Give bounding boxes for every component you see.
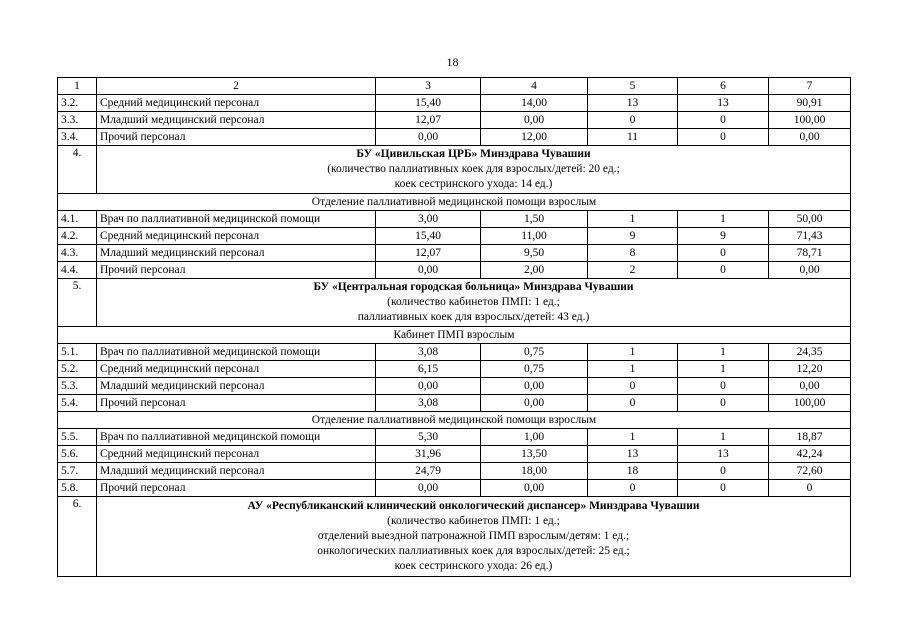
staff-category-cell: Средний медицинский персонал bbox=[97, 446, 376, 463]
value-cell: 9 bbox=[678, 228, 769, 245]
value-cell: 1,00 bbox=[481, 429, 588, 446]
value-cell: 14,00 bbox=[481, 95, 588, 112]
staff-category-cell: Средний медицинский персонал bbox=[97, 228, 376, 245]
row-number-cell: 5.2. bbox=[58, 361, 97, 378]
value-cell: 0 bbox=[678, 395, 769, 412]
value-cell: 0,00 bbox=[769, 129, 851, 146]
row-number-cell: 5.3. bbox=[58, 378, 97, 395]
value-cell: 1 bbox=[678, 344, 769, 361]
value-cell: 1 bbox=[678, 211, 769, 228]
staff-category-cell: Младший медицинский персонал bbox=[97, 245, 376, 262]
staff-category-cell: Прочий персонал bbox=[97, 480, 376, 497]
page-number: 18 bbox=[446, 55, 459, 69]
staff-category-cell: Средний медицинский персонал bbox=[97, 95, 376, 112]
value-cell: 0,00 bbox=[376, 480, 481, 497]
value-cell: 0 bbox=[678, 262, 769, 279]
section-row bbox=[58, 327, 851, 344]
header-cell: 4 bbox=[481, 78, 588, 95]
value-cell: 31,96 bbox=[376, 446, 481, 463]
row-number-cell: 4.1. bbox=[58, 211, 97, 228]
value-cell: 1 bbox=[588, 344, 678, 361]
value-cell: 100,00 bbox=[769, 395, 851, 412]
value-cell: 0,00 bbox=[481, 395, 588, 412]
value-cell: 24,79 bbox=[376, 463, 481, 480]
value-cell: 0 bbox=[769, 480, 851, 497]
table-row bbox=[58, 211, 851, 228]
table-row bbox=[58, 480, 851, 497]
value-cell: 0,00 bbox=[376, 378, 481, 395]
row-number-cell: 5.8. bbox=[58, 480, 97, 497]
value-cell: 71,43 bbox=[769, 228, 851, 245]
section-row bbox=[58, 194, 851, 211]
staff-category-cell: Врач по паллиативной медицинской помощи bbox=[97, 211, 376, 228]
value-cell: 18,00 bbox=[481, 463, 588, 480]
value-cell: 13 bbox=[588, 95, 678, 112]
header-cell: 7 bbox=[769, 78, 851, 95]
row-number-cell: 5.4. bbox=[58, 395, 97, 412]
value-cell: 5,30 bbox=[376, 429, 481, 446]
value-cell: 0,00 bbox=[481, 112, 588, 129]
value-cell: 0 bbox=[588, 480, 678, 497]
row-number-cell: 3.4. bbox=[58, 129, 97, 146]
header-cell: 1 bbox=[58, 78, 97, 95]
value-cell: 15,40 bbox=[376, 95, 481, 112]
staff-category-cell: Прочий персонал bbox=[97, 262, 376, 279]
value-cell: 12,20 bbox=[769, 361, 851, 378]
staff-category-cell: Младший медицинский персонал bbox=[97, 378, 376, 395]
value-cell: 13 bbox=[588, 446, 678, 463]
value-cell: 18 bbox=[588, 463, 678, 480]
table-row bbox=[58, 463, 851, 480]
header-cell: 6 bbox=[678, 78, 769, 95]
value-cell: 0 bbox=[678, 480, 769, 497]
staff-category-cell: Врач по паллиативной медицинской помощи bbox=[97, 429, 376, 446]
organization-number: 5. bbox=[58, 279, 97, 327]
table-row bbox=[58, 129, 851, 146]
value-cell: 90,91 bbox=[769, 95, 851, 112]
value-cell: 11,00 bbox=[481, 228, 588, 245]
value-cell: 6,15 bbox=[376, 361, 481, 378]
value-cell: 0,00 bbox=[481, 378, 588, 395]
value-cell: 1 bbox=[588, 429, 678, 446]
table-row bbox=[58, 228, 851, 245]
organization-block bbox=[97, 279, 851, 327]
table-row bbox=[58, 378, 851, 395]
column-number-row bbox=[58, 78, 851, 95]
value-cell: 1 bbox=[588, 361, 678, 378]
value-cell: 18,87 bbox=[769, 429, 851, 446]
value-cell: 1,50 bbox=[481, 211, 588, 228]
row-number-cell: 5.1. bbox=[58, 344, 97, 361]
value-cell: 24,35 bbox=[769, 344, 851, 361]
row-number-cell: 5.7. bbox=[58, 463, 97, 480]
staff-category-cell: Средний медицинский персонал bbox=[97, 361, 376, 378]
value-cell: 12,00 bbox=[481, 129, 588, 146]
header-cell: 5 bbox=[588, 78, 678, 95]
organization-detail-line: (количество паллиативных коек для взрослых/детей: 20 ед.; bbox=[327, 163, 620, 175]
organization-row bbox=[58, 279, 851, 327]
value-cell: 1 bbox=[678, 429, 769, 446]
value-cell: 0 bbox=[678, 378, 769, 395]
value-cell: 1 bbox=[588, 211, 678, 228]
value-cell: 0 bbox=[678, 112, 769, 129]
value-cell: 0,75 bbox=[481, 344, 588, 361]
organization-detail-line: (количество кабинетов ПМП: 1 ед.; bbox=[387, 296, 560, 308]
staff-category-cell: Прочий персонал bbox=[97, 129, 376, 146]
organization-name: БУ «Цивильская ЦРБ» Минздрава Чувашии bbox=[356, 148, 591, 160]
value-cell: 72,60 bbox=[769, 463, 851, 480]
table-body bbox=[58, 78, 851, 577]
value-cell: 0,00 bbox=[376, 262, 481, 279]
organization-detail-line: паллиативных коек для взрослых/детей: 43 ед.) bbox=[357, 311, 590, 323]
value-cell: 13 bbox=[678, 95, 769, 112]
value-cell: 15,40 bbox=[376, 228, 481, 245]
row-number-cell: 4.2. bbox=[58, 228, 97, 245]
table-row bbox=[58, 245, 851, 262]
organization-block bbox=[97, 146, 851, 194]
value-cell: 13 bbox=[678, 446, 769, 463]
value-cell: 100,00 bbox=[769, 112, 851, 129]
table-row bbox=[58, 361, 851, 378]
staff-category-cell: Врач по паллиативной медицинской помощи bbox=[97, 344, 376, 361]
table-row bbox=[58, 429, 851, 446]
section-row bbox=[58, 412, 851, 429]
organization-block bbox=[97, 497, 851, 577]
table-row bbox=[58, 262, 851, 279]
value-cell: 1 bbox=[678, 361, 769, 378]
value-cell: 0,00 bbox=[481, 480, 588, 497]
value-cell: 42,24 bbox=[769, 446, 851, 463]
value-cell: 78,71 bbox=[769, 245, 851, 262]
table-row bbox=[58, 395, 851, 412]
organization-detail-line: коек сестринского ухода: 26 ед.) bbox=[394, 560, 553, 572]
organization-detail-line: онкологических паллиативных коек для взрослых/детей: 25 ед.; bbox=[317, 545, 630, 557]
staff-category-cell: Младший медицинский персонал bbox=[97, 112, 376, 129]
value-cell: 8 bbox=[588, 245, 678, 262]
value-cell: 50,00 bbox=[769, 211, 851, 228]
row-number-cell: 3.3. bbox=[58, 112, 97, 129]
header-cell: 3 bbox=[376, 78, 481, 95]
value-cell: 0,00 bbox=[376, 129, 481, 146]
header-cell: 2 bbox=[97, 78, 376, 95]
organization-detail-line: коек сестринского ухода: 14 ед.) bbox=[394, 178, 553, 190]
staffing-table bbox=[57, 77, 851, 577]
organization-detail-line: отделений выездной патронажной ПМП взрослым/детям: 1 ед.; bbox=[317, 530, 630, 542]
row-number-cell: 4.4. bbox=[58, 262, 97, 279]
value-cell: 0 bbox=[588, 112, 678, 129]
organization-name: АУ «Республиканский клинический онкологический диспансер» Минздрава Чувашии bbox=[247, 500, 700, 512]
value-cell: 3,00 bbox=[376, 211, 481, 228]
value-cell: 0 bbox=[678, 463, 769, 480]
organization-number: 4. bbox=[58, 146, 97, 194]
organization-number: 6. bbox=[58, 497, 97, 577]
row-number-cell: 5.6. bbox=[58, 446, 97, 463]
row-number-cell: 5.5. bbox=[58, 429, 97, 446]
value-cell: 0,75 bbox=[481, 361, 588, 378]
organization-row bbox=[58, 497, 851, 577]
value-cell: 12,07 bbox=[376, 112, 481, 129]
table-row bbox=[58, 446, 851, 463]
section-title: Отделение паллиативной медицинской помощи взрослым bbox=[58, 412, 851, 429]
organization-row bbox=[58, 146, 851, 194]
row-number-cell: 4.3. bbox=[58, 245, 97, 262]
staff-category-cell: Прочий персонал bbox=[97, 395, 376, 412]
row-number-cell: 3.2. bbox=[58, 95, 97, 112]
table-row bbox=[58, 344, 851, 361]
value-cell: 0 bbox=[678, 245, 769, 262]
staff-category-cell: Младший медицинский персонал bbox=[97, 463, 376, 480]
value-cell: 0,00 bbox=[769, 262, 851, 279]
value-cell: 2 bbox=[588, 262, 678, 279]
value-cell: 3,08 bbox=[376, 395, 481, 412]
value-cell: 2,00 bbox=[481, 262, 588, 279]
table-row bbox=[58, 112, 851, 129]
value-cell: 0 bbox=[588, 395, 678, 412]
organization-detail-line: (количество кабинетов ПМП: 1 ед.; bbox=[387, 515, 560, 527]
organization-name: БУ «Центральная городская больница» Минздрава Чувашии bbox=[313, 281, 634, 293]
value-cell: 13,50 bbox=[481, 446, 588, 463]
value-cell: 0,00 bbox=[769, 378, 851, 395]
value-cell: 3,08 bbox=[376, 344, 481, 361]
value-cell: 9 bbox=[588, 228, 678, 245]
value-cell: 12,07 bbox=[376, 245, 481, 262]
value-cell: 9,50 bbox=[481, 245, 588, 262]
table-row bbox=[58, 95, 851, 112]
section-title: Кабинет ПМП взрослым bbox=[58, 327, 851, 344]
value-cell: 0 bbox=[678, 129, 769, 146]
value-cell: 11 bbox=[588, 129, 678, 146]
section-title: Отделение паллиативной медицинской помощи взрослым bbox=[58, 194, 851, 211]
value-cell: 0 bbox=[588, 378, 678, 395]
